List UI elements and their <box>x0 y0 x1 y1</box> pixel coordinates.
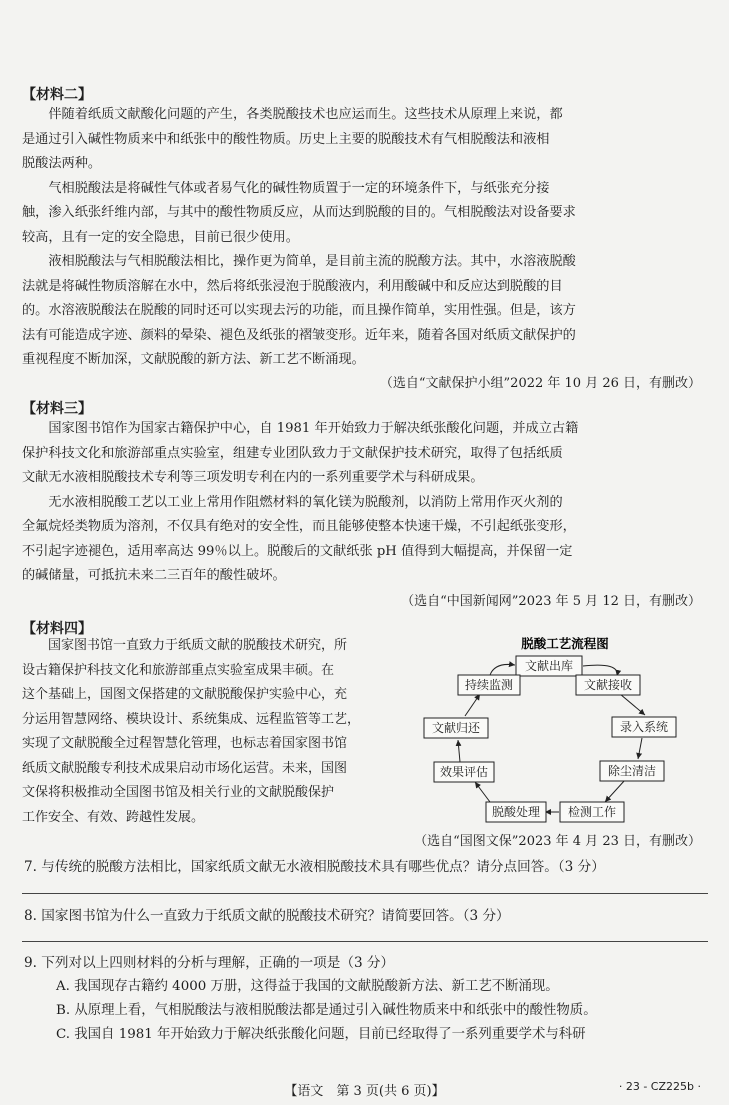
material-2-text <box>22 103 708 373</box>
material-3-header: 【材料三】 <box>22 401 92 417</box>
question-7: 7. 与传统的脱酸方法相比，国家纸质文献无水液相脱酸技术具有哪些优点？请分点回答。（3 分） <box>24 859 605 875</box>
text-line: 全氟烷烃类物质为溶剂，不仅具有绝对的安全性，而且能够使整本快速干燥，不引起纸张变形， <box>22 519 576 534</box>
text-line: 触，渗入纸张纤维内部，与其中的酸性物质反应，从而达到脱酸的目的。气相脱酸法对设备要求 <box>22 205 576 220</box>
text-line: 的碱储量，可抵抗未来二三百年的酸性破坏。 <box>22 568 286 583</box>
text-line: 这个基础上，国图文保搭建的文献脱酸保护实验中心，充 <box>22 687 348 702</box>
text-line: 较高，且有一定的安全隐患，目前已很少使用。 <box>22 229 299 245</box>
step-label: 录入系统 <box>619 720 669 734</box>
flowchart-title: 脱酸工艺流程图 <box>521 636 609 651</box>
material-2-header: 【材料二】 <box>22 87 92 103</box>
text-line: 无水液相脱酸工艺以工业上常用作阻燃材料的氧化镁为脱酸剂，以消防上常用作灭火剂的 <box>22 494 563 510</box>
text-line: 液相脱酸法与气相脱酸法相比，操作更为简单，是目前主流的脱酸方法。其中，水溶液脱酸 <box>22 254 576 269</box>
question-8: 8. 国家图书馆为什么一直致力于纸质文献的脱酸技术研究？请简要回答。（3 分） <box>24 908 510 924</box>
text-line: 的。水溶液脱酸法在脱酸的同时还可以实现去污的功能，而且操作简单，实用性强。但是，该方 <box>22 303 576 318</box>
step-label: 检测工作 <box>567 805 617 819</box>
option-b: B. 从原理上看，气相脱酸法与液相脱酸法都是通过引入碱性物质来中和纸张中的酸性物质。 <box>56 1003 597 1018</box>
text-line: 脱酸法两种。 <box>22 156 102 171</box>
option-c: C. 我国自 1981 年开始致力于解决纸张酸化问题，目前已经取得了一系列重要学术与科研 <box>56 1027 586 1042</box>
text-line: 设古籍保护科技文化和旅游部重点实验室成果丰硕。在 <box>22 662 335 678</box>
step-label: 效果评估 <box>439 765 489 779</box>
text-line: 法就是将碱性物质溶解在水中，然后将纸张浸泡于脱酸液内，利用酸碱中和反应达到脱酸的目 <box>22 278 563 294</box>
answer-line <box>22 941 708 942</box>
text-line: 工作安全、有效、跨越性发展。 <box>22 809 205 825</box>
page-footer: 【语文 第 3 页(共 6 页)】 <box>284 1084 445 1099</box>
step-label: 文献归还 <box>431 721 481 735</box>
step-label: 脱酸处理 <box>491 805 541 819</box>
process-flowchart <box>420 630 710 830</box>
material-3-source: （选自“中国新闻网”2023 年 5 月 12 日，有删改） <box>401 594 701 609</box>
text-line: 保护科技文化和旅游部重点实验室，组建专业团队致力于文献保护技术研究，取得了包括纸质 <box>22 445 563 461</box>
text-line: 国家图书馆作为国家古籍保护中心，自 1981 年开始致力于解决纸张酸化问题，并成立古籍 <box>22 421 579 436</box>
text-line: 不引起字迹褪色，适用率高达 99％以上。脱酸后的文献纸张 pH 值得到大幅提高，并保留一定 <box>22 543 573 559</box>
option-a: A. 我国现存古籍约 4000 万册，这得益于我国的文献脱酸新方法、新工艺不断涌现。 <box>56 979 559 994</box>
text-line: 重视程度不断加深，文献脱酸的新方法、新工艺不断涌现。 <box>22 352 365 367</box>
step-label: 文献出库 <box>524 659 574 673</box>
text-line: 实现了文献脱酸全过程智慧化管理，也标志着国家图书馆 <box>22 736 348 751</box>
material-4-header: 【材料四】 <box>22 621 92 637</box>
question-9: 9. 下列对以上四则材料的分析与理解，正确的一项是（3 分） <box>24 955 395 971</box>
step-label: 文献接收 <box>583 678 633 692</box>
paper-code: · 23 - CZ225b · <box>618 1080 701 1093</box>
material-4-text <box>22 634 422 830</box>
text-line: 法有可能造成字迹、颜料的晕染、褪色及纸张的褶皱变形。近年来，随着各国对纸质文献保护的 <box>22 327 576 343</box>
text-line: 是通过引入碱性物质来中和纸张中的酸性物质。历史上主要的脱酸技术有气相脱酸法和液相 <box>22 131 550 147</box>
step-label: 持续监测 <box>464 678 514 692</box>
text-line: 纸质文献脱酸专利技术成果启动市场化运营。未来，国图 <box>22 760 348 776</box>
text-line: 文保将积极推动全国图书馆及相关行业的文献脱酸保护 <box>22 785 335 800</box>
material-2-source: （选自“文献保护小组”2022 年 10 月 26 日，有删改） <box>379 376 701 391</box>
step-label: 除尘清洁 <box>607 764 657 778</box>
text-line: 文献无水液相脱酸技术专利等三项发明专利在内的一系列重要学术与科研成果。 <box>22 470 484 485</box>
text-line: 国家图书馆一直致力于纸质文献的脱酸技术研究，所 <box>22 638 348 653</box>
answer-line <box>22 893 708 894</box>
material-4-source: （选自“国图文保”2023 年 4 月 23 日，有删改） <box>414 834 701 849</box>
material-3-text <box>22 417 708 589</box>
text-line: 分运用智慧网络、模块设计、系统集成、远程监管等工艺， <box>22 711 361 727</box>
text-line: 气相脱酸法是将碱性气体或者易气化的碱性物质置于一定的环境条件下，与纸张充分接 <box>22 180 550 196</box>
text-line: 伴随着纸质文献酸化问题的产生，各类脱酸技术也应运而生。这些技术从原理上来说，都 <box>22 107 563 122</box>
